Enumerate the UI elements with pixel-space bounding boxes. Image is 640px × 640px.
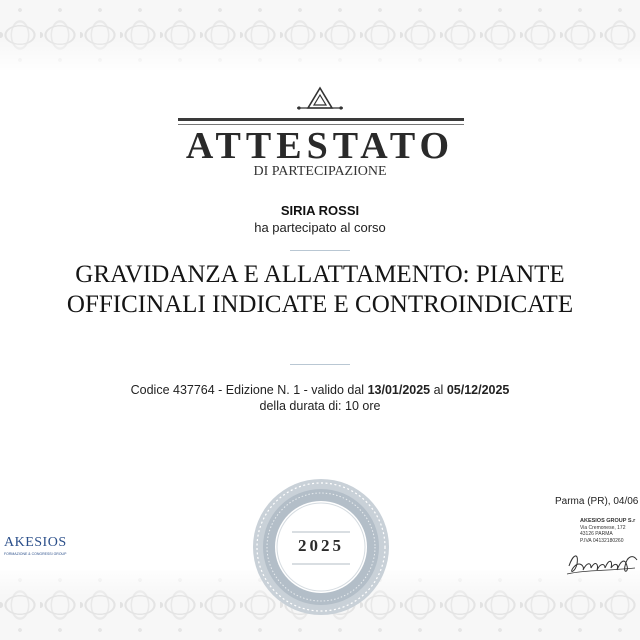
valid-to-date: 05/12/2025: [446, 383, 510, 397]
certificate-title: ATTESTATO: [185, 125, 455, 167]
border-fade-top: [0, 40, 640, 74]
course-title-line1: GRAVIDANZA E ALLATTAMENTO: PIANTE: [75, 261, 565, 288]
logo-tagline: FORMAZIONE & CONGRESSI GROUP: [4, 552, 67, 556]
stamp-address: Via Cremonese, 172: [580, 524, 626, 531]
akesios-logo: [0, 535, 120, 565]
stamp-company: AKESIOS GROUP S.r: [580, 518, 636, 524]
course-title: [10, 260, 630, 320]
stamp-vat: P.IVA 04132180260: [580, 537, 624, 544]
title-rule-thick: [178, 118, 464, 121]
participant-name: SIRIA ROSSI: [280, 203, 360, 218]
valid-from-date: 13/01/2025: [367, 383, 431, 397]
stamp-city: 43126 PARMA: [580, 531, 613, 537]
certificate-subtitle: DI PARTECIPAZIONE: [253, 164, 387, 179]
logo-text: AKESIOS: [4, 535, 67, 550]
participation-text: ha partecipato al corso: [254, 220, 386, 235]
place-date: Parma (PR), 04/06: [555, 496, 639, 507]
separator-bottom: [290, 364, 350, 365]
course-duration: della durata di: 10 ore: [259, 399, 381, 413]
triangle-emblem-icon: [297, 86, 343, 116]
company-stamp: [580, 518, 635, 544]
code-text: Codice 437764 - Edizione N. 1 - valido dal: [130, 383, 368, 397]
separator-top: [290, 250, 350, 251]
signature-image: [565, 544, 640, 580]
course-code-line: [0, 383, 640, 397]
seal-year: 2025: [298, 536, 344, 555]
valid-middle-text: al: [430, 383, 447, 397]
course-title-line2: OFFICINALI INDICATE E CONTROINDICATE: [66, 291, 574, 318]
